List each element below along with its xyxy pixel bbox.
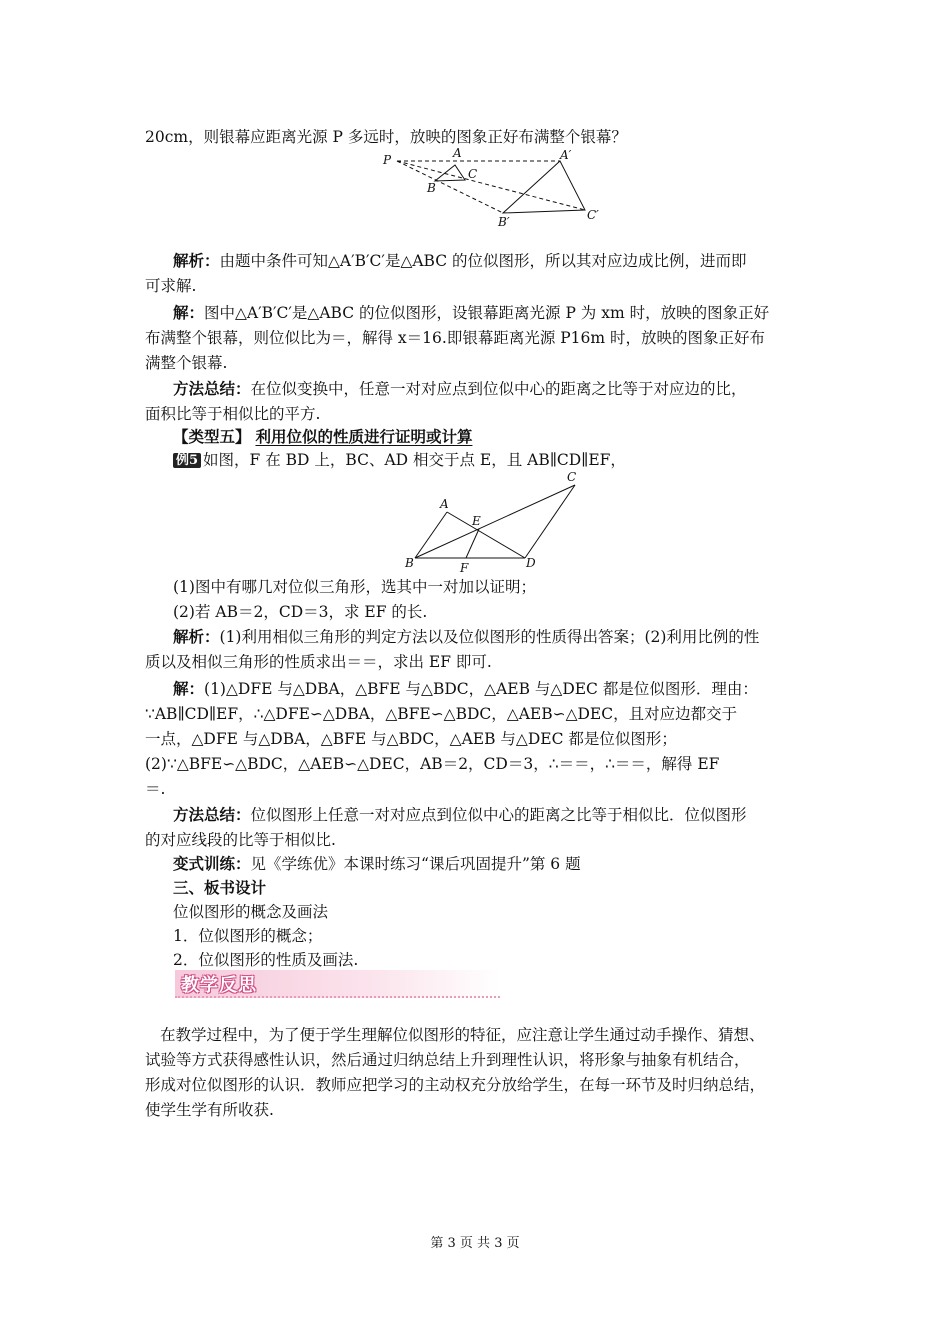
- projection-figure: [375, 143, 615, 228]
- question-line: (2)若 AB＝2，CD＝3，求 EF 的长.: [173, 603, 428, 621]
- label-B-prime: B′: [498, 215, 510, 228]
- label-A-prime: A′: [560, 148, 572, 162]
- solution-line: 一点，△DFE 与△DBA，△BFE 与△BDC，△AEB 与△DEC 都是位似图形；: [145, 730, 677, 748]
- section-heading: 三、板书设计: [173, 878, 267, 897]
- label-D: D: [526, 556, 536, 570]
- label-B: B: [427, 181, 436, 195]
- solution-line: 解：图中△A′B′C′是△ABC 的位似图形，设银幕距离光源 P 为 xm 时，放映的图象正好: [173, 303, 770, 322]
- example5-line: 例5 如图，F 在 BD 上，BC、AD 相交于点 E，且 AB∥CD∥EF，: [173, 449, 810, 471]
- teaching-reflection-banner: 教学反思: [175, 970, 500, 998]
- label-P: P: [383, 153, 392, 167]
- solution-line: 布满整个银幕，则位似比为＝，解得 x＝16.即银幕距离光源 P16m 时，放映的图象正好布: [145, 329, 766, 347]
- reflection-line: 形成对位似图形的认识．教师应把学习的主动权充分放给学生，在每一环节及时归纳总结，: [145, 1076, 766, 1094]
- board-design-item: 2．位似图形的性质及画法.: [173, 951, 359, 969]
- problem-text-line: 20cm，则银幕应距离光源 P 多远时，放映的图象正好布满整个银幕？: [145, 128, 627, 146]
- analysis-line: 解析：由题中条件可知△A′B′C′是△ABC 的位似图形，所以其对应边成比例，进而即: [173, 251, 747, 270]
- solution-line: ∵AB∥CD∥EF，∴△DFE∽△DBA，△BFE∽△BDC，△AEB∽△DEC，且对应边都交于: [145, 705, 738, 723]
- analysis-line: 可求解.: [145, 277, 197, 295]
- similar-triangles-figure: [400, 468, 590, 576]
- label-C: C: [468, 167, 478, 181]
- variant-training-line: 变式训练：见《学练优》本课时练习“课后巩固提升”第 6 题: [173, 854, 581, 873]
- type5-heading: 【类型五】 利用位似的性质进行证明或计算: [173, 427, 473, 446]
- board-design-title: 位似图形的概念及画法: [173, 903, 329, 921]
- solution-line: 满整个银幕.: [145, 354, 228, 372]
- analysis-line: 质以及相似三角形的性质求出＝＝，求出 EF 即可.: [145, 653, 492, 671]
- method-summary-line: 面积比等于相似比的平方.: [145, 405, 321, 423]
- example-badge: 例5: [173, 453, 201, 468]
- page-footer: 第 3 页 共 3 页: [430, 1236, 520, 1251]
- solution-line: 解：(1)△DFE 与△DBA，△BFE 与△BDC，△AEB 与△DEC 都是位似图形．理由：: [173, 679, 758, 698]
- label-A: A: [453, 146, 462, 160]
- label-C-prime: C′: [587, 208, 599, 222]
- reflection-line: 在教学过程中，为了便于学生理解位似图形的特征，应注意让学生通过动手操作、猜想、: [160, 1026, 765, 1044]
- label-B: B: [405, 556, 414, 570]
- board-design-item: 1．位似图形的概念；: [173, 927, 323, 945]
- solution-line: ＝.: [145, 780, 166, 798]
- reflection-line: 使学生学有所收获.: [145, 1101, 274, 1119]
- question-line: (1)图中有哪几对位似三角形，选其中一对加以证明；: [173, 578, 536, 596]
- label-A: A: [440, 497, 449, 511]
- solution-line: (2)∵△BFE∽△BDC，△AEB∽△DEC，AB＝2，CD＝3，∴＝＝，∴＝＝，解得 EF: [145, 755, 720, 773]
- label-F: F: [460, 561, 469, 575]
- method-summary-line: 方法总结：在位似变换中，任意一对对应点到位似中心的距离之比等于对应边的比，: [173, 379, 747, 398]
- analysis-line: 解析：(1)利用相似三角形的判定方法以及位似图形的性质得出答案；(2)利用比例的性: [173, 627, 760, 646]
- label-E: E: [472, 514, 481, 528]
- method-summary-line: 方法总结：位似图形上任意一对对应点到位似中心的距离之比等于相似比．位似图形: [173, 805, 747, 824]
- method-summary-line: 的对应线段的比等于相似比.: [145, 831, 336, 849]
- reflection-line: 试验等方式获得感性认识，然后通过归纳总结上升到理性认识，将形象与抽象有机结合，: [145, 1051, 750, 1069]
- label-C: C: [567, 470, 577, 484]
